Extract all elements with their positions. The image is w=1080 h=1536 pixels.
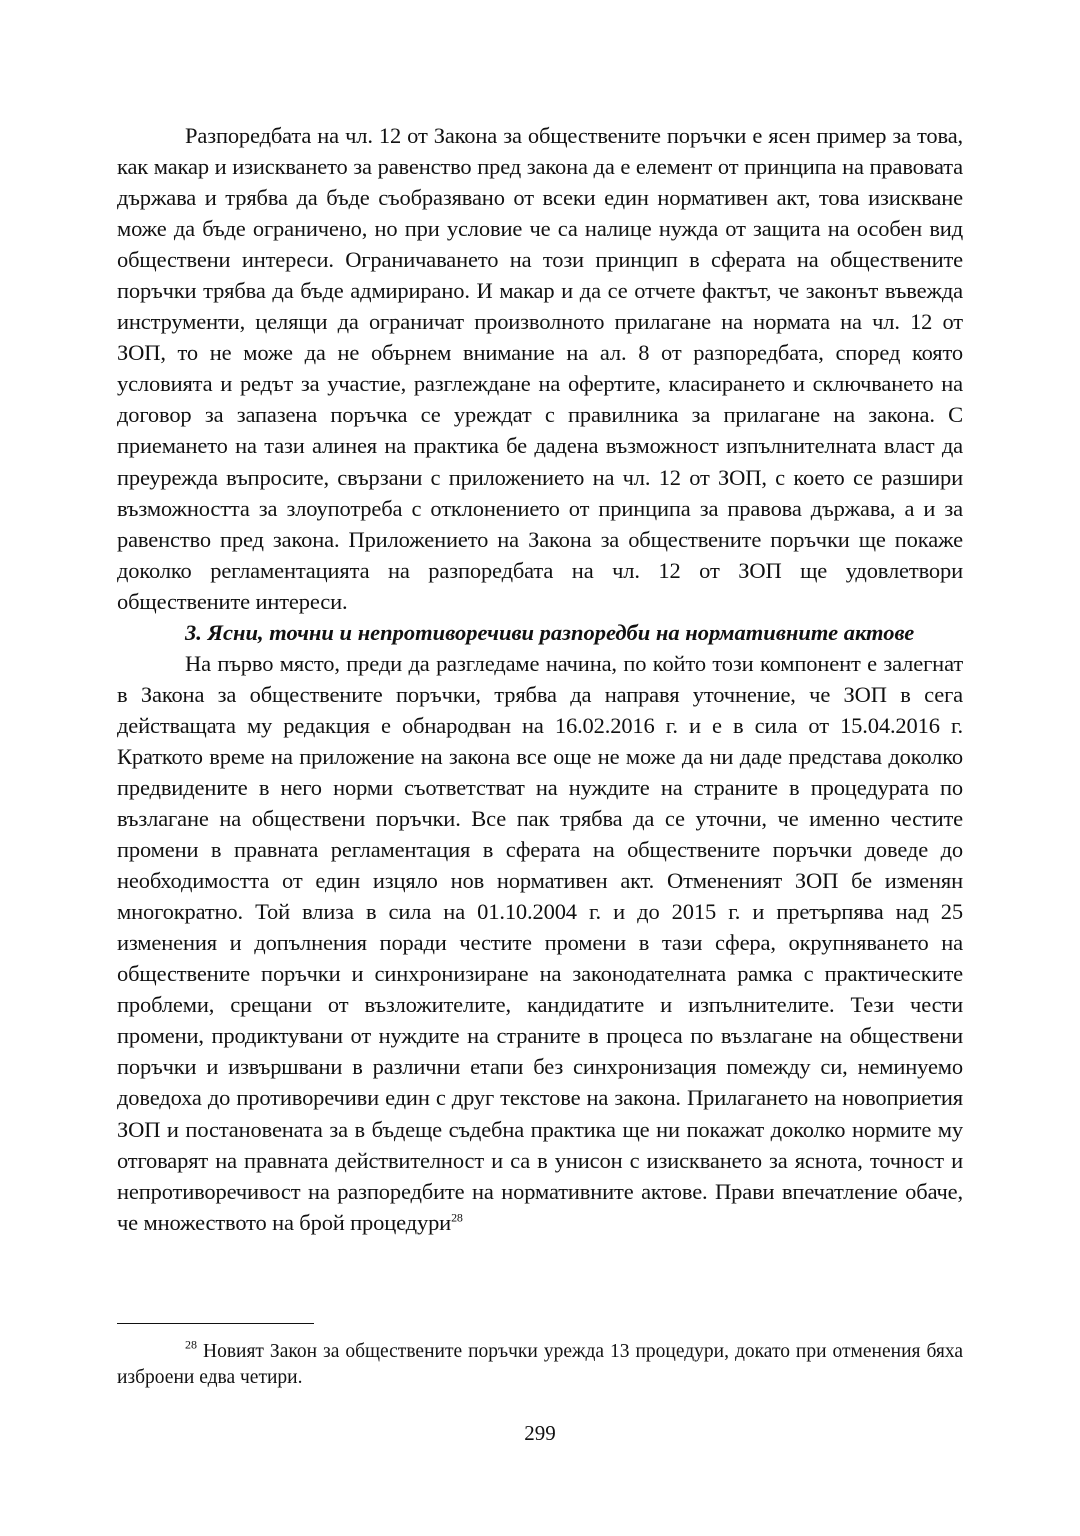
- footnote: [117, 1339, 963, 1390]
- footnote-separator: [117, 1323, 314, 1324]
- paragraph-text: На първо място, преди да разгледаме начина, по който този компонент е залегнат в Закона за обществените поръчки, трябва да направя уточнение, че ЗОП в сега действащата му редакция е обнародван на 16.02.2016 г. и е в сила от 15.04.2016 г. Краткото време на приложение на закона все още не може да ни даде представа доколко предвидените в него норми съответстват на нуждите на страните в процедурата по възлагане на обществени поръчки. Все пак трябва да се уточни, че именно честите промени в правната регламентация в сферата на обществените поръчки доведе до необходимостта от един изцяло нов нормативен акт. Отмененият ЗОП бе изменян многократно. Той влиза в сила на 01.10.2004 г. и до 2015 г. и претърпява над 25 изменения и допълнения поради честите промени в тази сфера, окрупняването на обществените поръчки и синхронизиране на законодателната рамка с практическите проблеми, срещани от възложителите, кандидатите и изпълнителите. Тези чести промени, продиктувани от нуждите на страните в процеса по възлагане на обществени поръчки и извършвани в различни етапи без синхронизация помежду си, неминуемо доведоха до противоречиви един с друг текстове на закона. Прилагането на новоприетия ЗОП и постановената за в бъдеще съдебна практика ще ни покажат доколко нормите му отговарят на правната действителност и са в унисон с изискването за яснота, точност и непротиворечивост на разпоредбите на нормативните актове. Прави впечатление обаче, че множеството на брой процедури: [117, 650, 963, 1235]
- footnote-number: 28: [185, 1337, 197, 1352]
- footnote-reference[interactable]: 28: [451, 1210, 463, 1225]
- page-number: 299: [524, 1421, 556, 1445]
- footnote-text: Новият Закон за обществените поръчки урежда 13 процедури, докато при отменения бяха изброени едва четири.: [117, 1341, 963, 1388]
- body-text: [117, 120, 963, 1238]
- paragraph: [117, 648, 963, 1238]
- section-heading: 3. Ясни, точни и непротиворечиви разпоредби на нормативните актове: [185, 619, 915, 645]
- paragraph: Разпоредбата на чл. 12 от Закона за обществените поръчки е ясен пример за това, как макар и изискването за равенство пред закона да е елемент от принципа на правовата държава и трябва да бъде съобразявано от всеки един нормативен акт, това изискване може да бъде ограничено, но при условие че са налице нужда от защита на особен вид обществени интереси. Ограничаването на този принцип в сферата на обществените поръчки трябва да бъде адмирирано. И макар и да се отчете фактът, че законът въвежда инструменти, целящи да ограничат произволното прилагане на нормата на чл. 12 от ЗОП, то не може да не обърнем внимание на ал. 8 от разпоредбата, според която условията и редът за участие, разглеждане на офертите, класирането и сключването на договор за запазена поръчка се уреждат с правилника за прилагане на закона. С приемането на тази алинея на практика бе дадена възможност изпълнителната власт да преурежда въпросите, свързани с приложението на чл. 12 от ЗОП, с което се разшири възможността за злоупотреба с отклонението от принципа за правова държава, а и за равенство пред закона. Приложението на Закона за обществените поръчки ще покаже доколко регламентацията на разпоредбата на чл. 12 от ЗОП ще удовлетвори обществените интереси.: [117, 123, 963, 614]
